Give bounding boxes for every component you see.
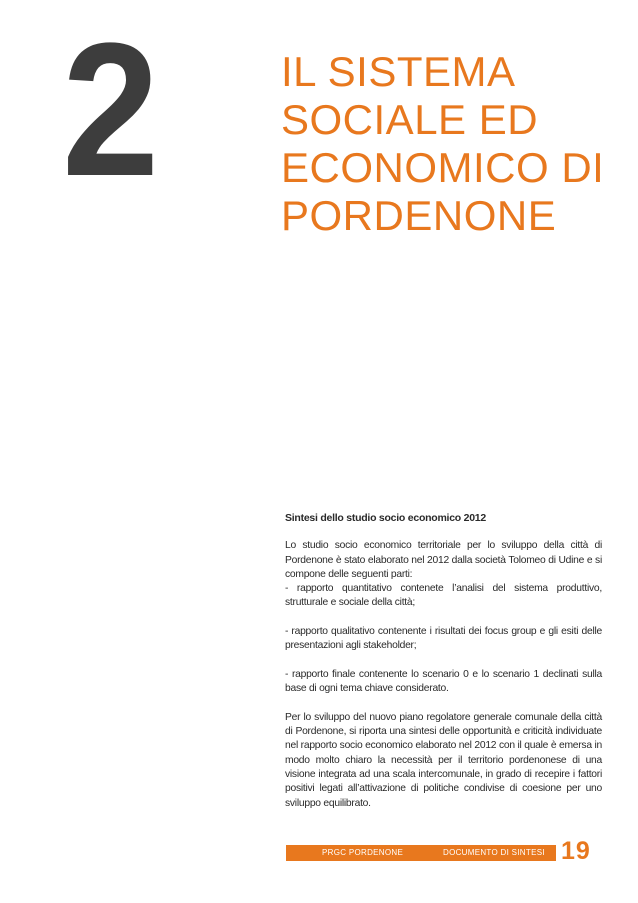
chapter-number: 2 (62, 4, 156, 216)
paragraph-list-item: - rapporto quantitativo contenete l’analisi del sistema produttivo, strutturale e sociale della città; (285, 583, 602, 609)
chapter-title-line: PORDENONE (281, 192, 557, 239)
paragraph-intro: Lo studio socio economico territoriale per lo sviluppo della città di Pordenone è stato elaborato nel 2012 dalla società Tolomeo di Udine e si compone delle seguenti parti: (285, 540, 602, 580)
footer-section-label: DOCUMENTO DI SINTESI (443, 848, 545, 857)
chapter-title-line: ECONOMICO DI (281, 144, 605, 191)
footer-bar (286, 845, 556, 861)
footer-document-label: PRGC PORDENONE (322, 848, 404, 857)
body-text (285, 511, 602, 825)
chapter-title-line: SOCIALE ED (281, 96, 539, 143)
chapter-title (281, 48, 621, 240)
paragraph-list-item: - rapporto qualitativo contenente i risultati dei focus group e gli esiti delle presentazioni agli stakeholder; (285, 626, 602, 652)
chapter-title-line: IL SISTEMA (281, 48, 516, 95)
paragraph-summary: Per lo sviluppo del nuovo piano regolatore generale comunale della città di Pordenone, si riporta una sintesi delle opportunità e criticità individuate nel rapporto socio economico elaborato nel 2012 con il quale è emersa in modo molto chiaro la necessità per il territorio pordenonese di una visione integrata ad una scala intercomunale, in grado di recepire i fattori positivi legati all’attivazione di politiche condivise di coesione per uno sviluppo equilibrato. (285, 711, 602, 809)
section-heading: Sintesi dello studio socio economico 2012 (285, 512, 486, 524)
paragraph-list-item: - rapporto finale contenente lo scenario 0 e lo scenario 1 declinati sulla base di ogni tema chiave considerato. (285, 668, 602, 695)
page-number: 19 (561, 837, 591, 865)
